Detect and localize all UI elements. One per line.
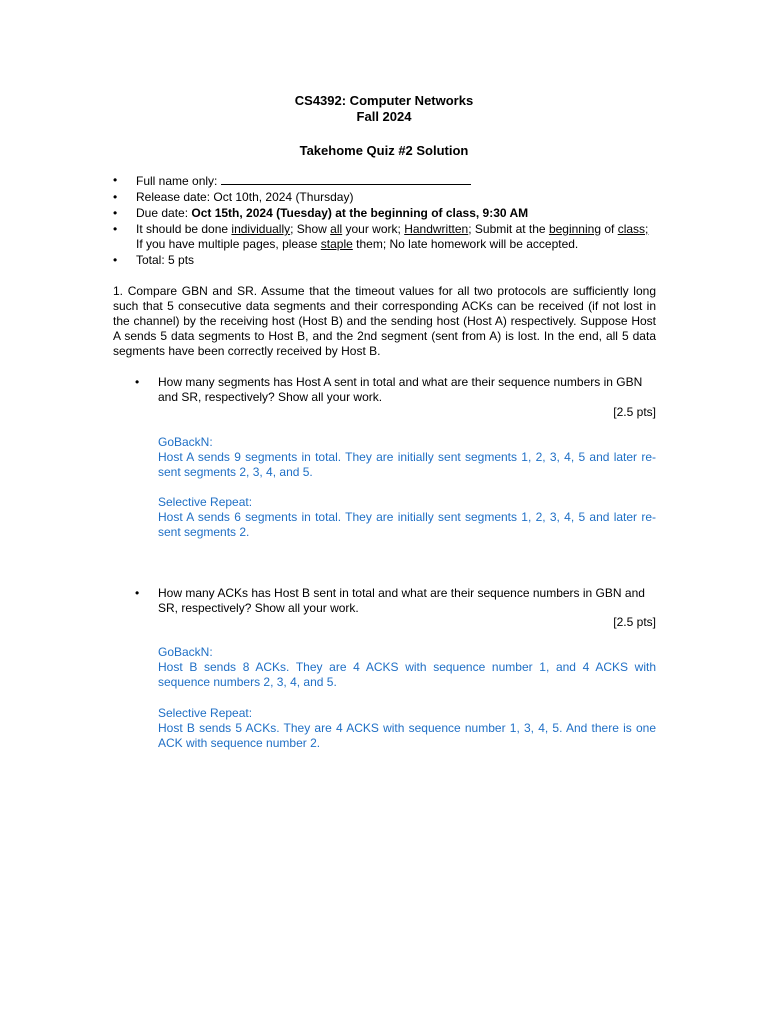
answer-1-sr: Host A sends 6 segments in total. They are initially sent segments 1, 2, 3, 4, 5 and later re-sent segments 2.: [158, 510, 656, 539]
question-1-text: 1. Compare GBN and SR. Assume that the timeout values for all two protocols are sufficiently long such that 5 consecutive data segments and their corresponding ACKs can be received (if not lost in the channel) by the receiving host (Host B) and the sending host (Host A) respectively. Suppose Host A sends 5 data segments to Host B, and the 2nd segment (sent from A) is lost. In the end, all 5 data segments have been correctly received by Host B.: [113, 284, 656, 358]
full-name-label: Full name only:: [136, 174, 218, 188]
bullet-icon: •: [113, 253, 118, 267]
due-date-label: Due date:: [136, 206, 192, 220]
sub-question-2-points: [2.5 pts]: [613, 615, 656, 629]
info-item-release-date: [113, 190, 658, 205]
bullet-icon: •: [113, 190, 118, 204]
sub-question-1: [135, 375, 656, 405]
full-name-blank: [221, 173, 471, 185]
due-date-value: Oct 15th, 2024 (Tuesday) at the beginning of class, 9:30 AM: [191, 206, 529, 220]
info-item-rules: [113, 222, 658, 252]
info-item-full-name: [113, 173, 658, 189]
info-item-due-date: [113, 206, 658, 221]
answer-1-sr-label: Selective Repeat:: [158, 495, 253, 509]
bullet-icon: •: [135, 586, 140, 600]
release-date: Release date: Oct 10th, 2024 (Thursday): [136, 190, 354, 204]
term: Fall 2024: [356, 109, 412, 124]
answer-1-gbn: Host A sends 9 segments in total. They are initially sent segments 1, 2, 3, 4, 5 and later re-sent segments 2, 3, 4, and 5.: [158, 450, 656, 479]
course-title: CS4392: Computer Networks: [294, 93, 474, 108]
bullet-icon: •: [113, 206, 118, 220]
sub-question-2-text: How many ACKs has Host B sent in total and what are their sequence numbers in GBN and SR, respectively? Show all your work.: [158, 586, 645, 615]
answer-2-gbn: Host B sends 8 ACKs. They are 4 ACKS with sequence number 1, and 4 ACKS with sequence numbers 2, 3, 4, and 5.: [158, 660, 656, 689]
sub-question-1-text: How many segments has Host A sent in total and what are their sequence numbers in GBN and SR, respectively? Show all your work.: [158, 375, 643, 404]
answer-2-gbn-label: GoBackN:: [158, 645, 213, 659]
total-points: Total: 5 pts: [136, 253, 195, 267]
answer-2-sr: Host B sends 5 ACKs. They are 4 ACKS with sequence number 1, 3, 4, 5. And there is one ACK with sequence number 2.: [158, 721, 656, 750]
sub-question-2: [135, 586, 656, 616]
answer-2-sr-label: Selective Repeat:: [158, 706, 253, 720]
bullet-icon: •: [113, 173, 118, 187]
quiz-title: Takehome Quiz #2 Solution: [299, 143, 469, 158]
bullet-icon: •: [113, 222, 118, 236]
info-item-total: [113, 253, 658, 268]
info-list: [113, 173, 658, 269]
bullet-icon: •: [135, 375, 140, 389]
rules-text: It should be done individually; Show all your work; Handwritten; Submit at the beginning of class; If you have multiple pages, please staple them; No late homework will be accepted.: [136, 222, 649, 251]
sub-question-1-points: [2.5 pts]: [613, 405, 656, 419]
answer-1-gbn-label: GoBackN:: [158, 435, 213, 449]
